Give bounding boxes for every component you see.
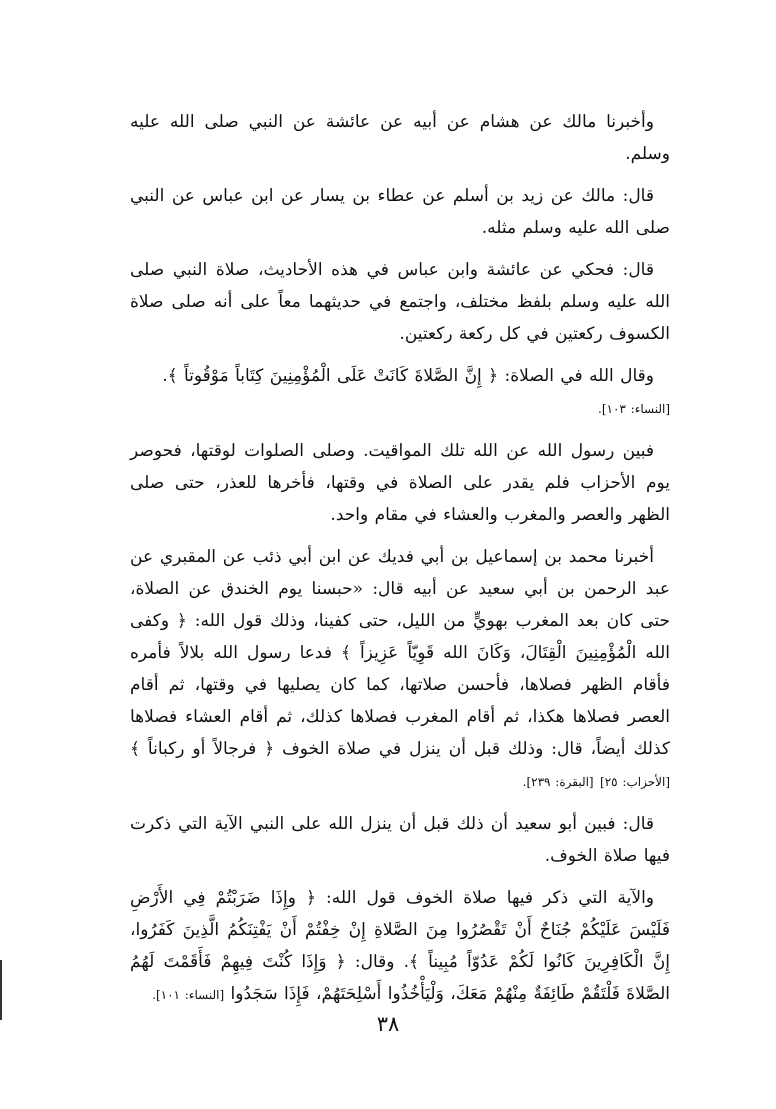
citation-nisa-103: [النساء: ١٠٣].	[598, 402, 670, 416]
paragraph-8	[130, 882, 670, 1011]
paragraph-2	[130, 180, 670, 244]
citation-ahzab-25: [الأحزاب: ٢٥]	[600, 775, 670, 789]
citation-baqara-239: [البقرة: ٢٣٩].	[522, 775, 594, 789]
paragraph-3-text: قال: فحكي عن عائشة وابن عباس في هذه الأحاديث، صلاة النبي صلى الله عليه وسلم بلفظ مختلف، واجتمع في حديثهما معاً على أنه صلى صلاة الكسوف ركعتين في كل ركعة ركعتين.	[130, 260, 670, 344]
paragraph-6	[130, 541, 670, 798]
paragraph-1	[130, 106, 670, 170]
paragraph-5-text: فبين رسول الله عن الله تلك المواقيت. وصلى الصلوات لوقتها، فحوصر يوم الأحزاب فلم يقدر على الصلاة في وقتها، فأخرها للعذر، حتى صلى الظهر والعصر والمغرب والعشاء في مقام واحد.	[130, 441, 670, 525]
paragraph-4	[130, 360, 670, 425]
paragraph-4-text: وقال الله في الصلاة: ﴿ إِنَّ الصَّلاةَ كَانَتْ عَلَى الْمُؤْمِنِينَ كِتَاباً مَوْقُوتاً ﴾.	[162, 366, 654, 386]
paragraph-6-text: أخبرنا محمد بن إسماعيل بن أبي فديك عن ابن أبي ذئب عن المقبري عن عبد الرحمن بن أبي سعيد عن أبيه قال: «حبسنا يوم الخندق عن الصلاة، حتى كان بعد المغرب بهويٍّ من الليل، حتى كفينا، وذلك قول الله: ﴿ وكفى الله الْمُؤْمِنِينَ الْقِتَالَ، وَكَانَ الله قَوِيّاً عَزِيزاً ﴾ فدعا رسول الله بلالاً فأمره فأقام الظهر فصلاها، فأحسن صلاتها، كما كان يصليها في وقتها، ثم أقام العصر فصلاها هكذا، ثم أقام المغرب فصلاها كذلك، ثم أقام العشاء فصلاها كذلك أيضاً، قال: وذلك قبل أن ينزل في صلاة الخوف ﴿ فرجالاً أو ركباناً ﴾	[130, 547, 671, 759]
paragraph-1-text: وأخبرنا مالك عن هشام عن أبيه عن عائشة عن النبي صلى الله عليه وسلم.	[130, 112, 670, 164]
page-number: ٣٨	[376, 1012, 400, 1036]
paragraph-2-text: قال: مالك عن زيد بن أسلم عن عطاء بن يسار عن ابن عباس عن النبي صلى الله عليه وسلم مثله.	[130, 186, 670, 238]
scan-edge-mark	[0, 960, 2, 1020]
paragraph-5	[130, 435, 670, 531]
paragraph-7	[130, 808, 670, 872]
paragraph-3	[130, 254, 670, 350]
citation-nisa-101: [النساء: ١٠١].	[152, 988, 225, 1002]
body-text	[130, 106, 670, 1021]
paragraph-8-text: والآية التي ذكر فيها صلاة الخوف قول الله: ﴿ وإِذَا ضَرَبْتُمْ فِي الأَرْضِ فَلَيْسَ عَلَيْكُمْ جُنَاحٌ أَنْ تَقْصُرُوا مِنَ الصَّلاةِ إِنْ خِفْتُمْ أَنْ يَفْتِنَكُمُ الَّذِينَ كَفَرُوا، إِنَّ الْكَافِرِينَ كَانُوا لَكُمْ عَدُوّاً مُبِيناً ﴾. وقال: ﴿ وَإِذَا كُنْتَ فِيهِمْ فَأَقَمْتَ لَهُمُ الصَّلاةَ فَلْتَقُمْ طَائِفَةٌ مِنْهُمْ مَعَكَ، وَلْيَأْخُذُوا أَسْلِحَتَهُمْ، فَإِذَا سَجَدُوا	[130, 888, 670, 1004]
paragraph-7-text: قال: فبين أبو سعيد أن ذلك قبل أن ينزل الله على النبي الآية التي ذكرت فيها صلاة الخوف.	[130, 814, 670, 866]
